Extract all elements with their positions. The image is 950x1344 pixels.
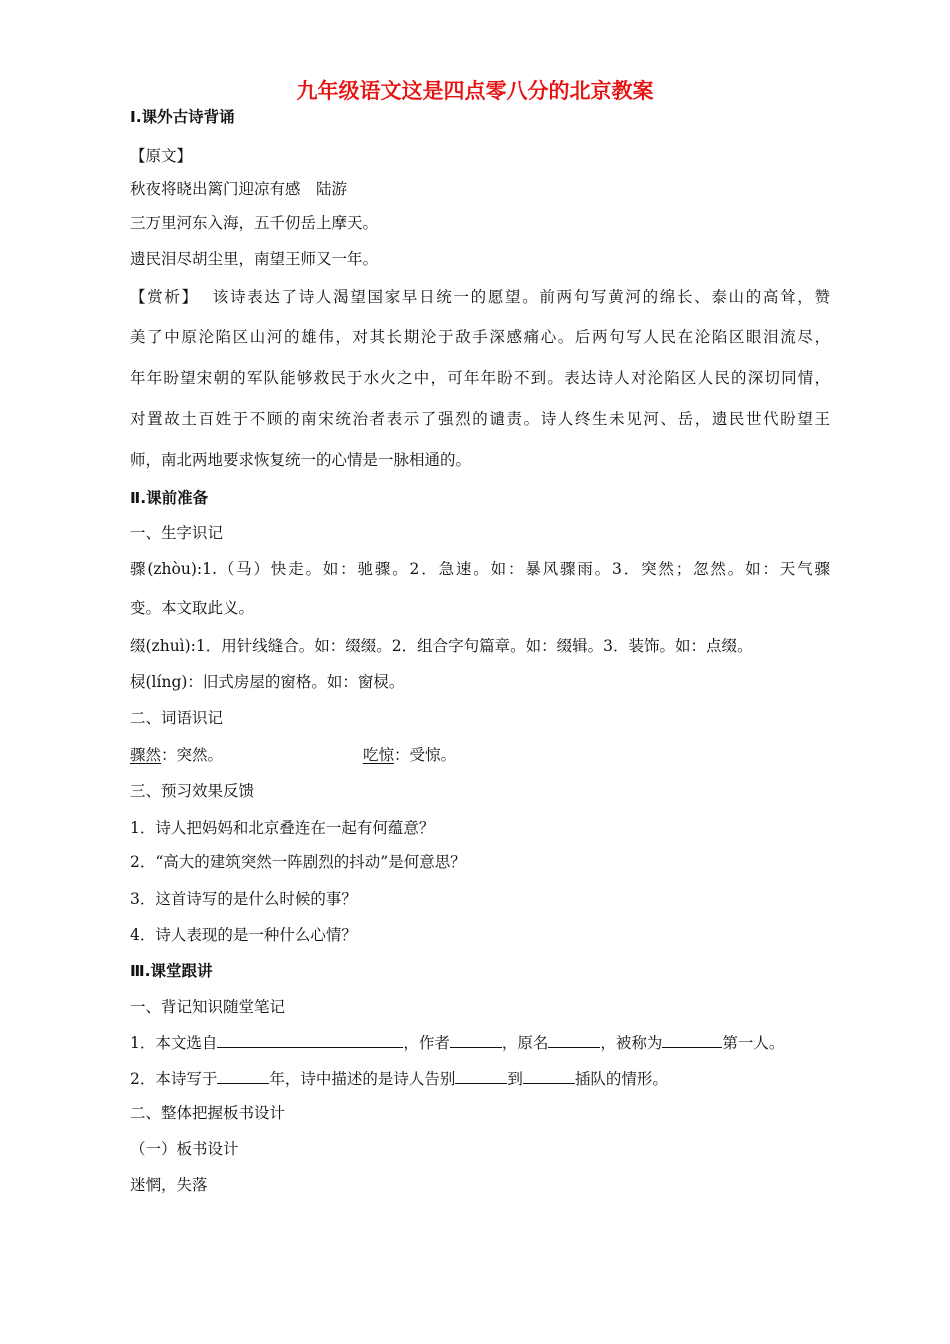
blank-author[interactable] — [450, 1031, 502, 1048]
fill-2-text-b: 年，诗中描述的是诗人告别 — [269, 1070, 456, 1088]
blank-title[interactable] — [662, 1031, 722, 1048]
shangxi-tag: 【赏析】 — [130, 288, 199, 306]
section-3-heading: Ⅲ.课堂跟讲 — [130, 962, 213, 980]
blank-to[interactable] — [523, 1067, 575, 1084]
fill-1-text-c: ，原名 — [501, 1034, 549, 1052]
fill-blank-1 — [130, 1031, 784, 1054]
section-1-heading: Ⅰ.课外古诗背诵 — [130, 108, 235, 126]
blank-source[interactable] — [217, 1031, 403, 1048]
question-1: 1．诗人把妈妈和北京叠连在一起有何蕴意？ — [130, 819, 435, 837]
appreciation-text-1: 该诗表达了诗人渴望国家早日统一的愿望。前两句写黄河的绵长、泰山的高耸，赞 — [212, 288, 830, 306]
appreciation-line-5: 师，南北两地要求恢复统一的心情是一脉相通的。 — [130, 451, 472, 469]
blank-from[interactable] — [455, 1067, 507, 1084]
fill-2-text-c: 到 — [507, 1070, 523, 1088]
question-3: 3．这首诗写的是什么时候的事？ — [130, 890, 357, 908]
char-zhou-line-2: 变。本文取此义。 — [130, 599, 255, 617]
document-title: 九年级语文这是四点零八分的北京教案 — [296, 79, 654, 103]
fill-1-text-a: 1．本文选自 — [130, 1034, 218, 1052]
sub-heading-biji: 一、背记知识随堂笔记 — [130, 998, 286, 1016]
section-2-heading: Ⅱ.课前准备 — [130, 489, 209, 507]
blank-original-name[interactable] — [548, 1031, 600, 1048]
char-zhui: 缀(zhuì):1．用针线缝合。如：缀缀。2．组合字句篇章。如：缀辑。3．装饰。如：点缀。 — [130, 637, 753, 655]
word-entry-1 — [130, 744, 223, 766]
appreciation-line-3: 年年盼望宋朝的军队能够救民于水火之中，可年年盼不到。表达诗人对沦陷区人民的深切同情， — [130, 369, 830, 387]
char-ling: 棂(líng)：旧式房屋的窗格。如：窗棂。 — [130, 673, 405, 691]
fill-1-text-e: 第一人。 — [722, 1034, 785, 1052]
sub-heading-banshu: 二、整体把握板书设计 — [130, 1104, 286, 1122]
fill-1-text-d: ，被称为 — [600, 1034, 663, 1052]
poem-line-2: 遗民泪尽胡尘里，南望王师又一年。 — [130, 250, 379, 268]
fill-blank-2 — [130, 1067, 668, 1090]
fill-2-text-a: 2．本诗写于 — [130, 1070, 218, 1088]
sub-heading-shengzi: 一、生字识记 — [130, 524, 224, 542]
appreciation-line-4: 对置故土百姓于不顾的南宋统治者表示了强烈的谴责。诗人终生未见河、岳，遗民世代盼望王 — [130, 410, 830, 428]
sub-heading-banshu-design: （一）板书设计 — [130, 1140, 239, 1158]
char-zhou-line-1: 骤(zhòu):1.（马）快走。如：驰骤。2．急速。如：暴风骤雨。3．突然；忽然。如：天气骤 — [130, 560, 830, 578]
sub-heading-ciyu: 二、词语识记 — [130, 709, 224, 727]
question-2: 2．“高大的建筑突然一阵剧烈的抖动”是何意思？ — [130, 853, 466, 871]
board-line-1: 迷惘，失落 — [130, 1176, 208, 1194]
appreciation-line-1 — [130, 286, 830, 308]
word-2-definition: ：受惊。 — [394, 746, 457, 764]
yuanwen-tag: 【原文】 — [130, 147, 193, 165]
word-1: 骤然 — [130, 746, 162, 764]
poem-line-1: 三万里河东入海，五千仞岳上摩天。 — [130, 214, 379, 232]
fill-2-text-d: 插队的情形。 — [574, 1070, 668, 1088]
blank-year[interactable] — [217, 1067, 269, 1084]
appreciation-line-2: 美了中原沦陷区山河的雄伟，对其长期沦于敌手深感痛心。后两句写人民在沦陷区眼泪流尽， — [130, 328, 830, 346]
word-2: 吃惊 — [363, 746, 395, 764]
word-1-definition: ：突然。 — [161, 746, 224, 764]
sub-heading-yuxi: 三、预习效果反馈 — [130, 782, 255, 800]
word-entry-2 — [363, 744, 456, 766]
question-4: 4．诗人表现的是一种什么心情？ — [130, 926, 357, 944]
fill-1-text-b: ，作者 — [403, 1034, 450, 1052]
poem-title: 秋夜将晓出篱门迎凉有感 陆游 — [130, 180, 348, 198]
